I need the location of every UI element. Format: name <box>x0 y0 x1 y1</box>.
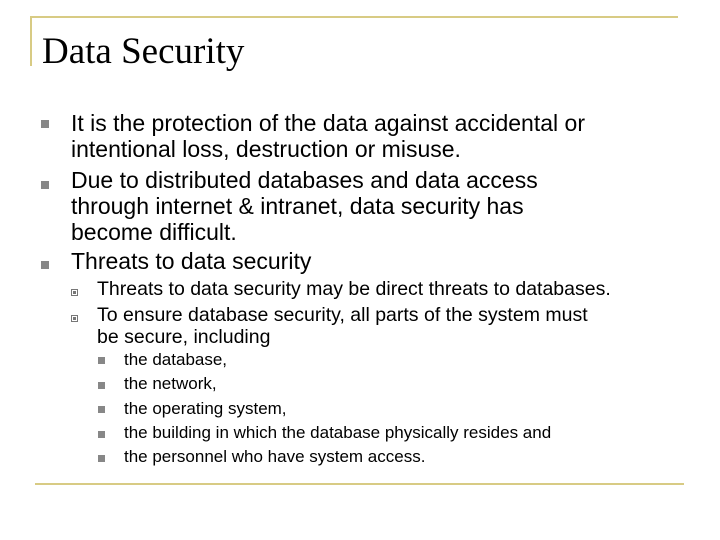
square-bullet-icon <box>41 261 49 269</box>
item-text: the building in which the database physically resides and <box>124 423 552 442</box>
square-bullet-icon <box>98 431 105 438</box>
sub-bullet-text: Threats to data security may be direct threats to databases. <box>97 278 611 300</box>
item-text: the operating system, <box>124 399 287 418</box>
bullet-text-line: intentional loss, destruction or misuse. <box>71 136 461 162</box>
item-text: the database, <box>124 350 228 369</box>
square-bullet-icon <box>98 357 105 364</box>
item-text: the personnel who have system access. <box>124 447 426 466</box>
square-bullet-icon <box>98 406 105 413</box>
sub-bullet-text: be secure, including <box>97 326 271 348</box>
sub-bullet-text: To ensure database security, all parts of the system must <box>97 304 588 326</box>
bullet-text-line: through internet & intranet, data security has <box>71 193 524 219</box>
item-text: the network, <box>124 374 217 393</box>
bullet-text-line: become difficult. <box>71 219 237 245</box>
frame-bottom-line <box>35 483 684 485</box>
bullet-text-line: It is the protection of the data against accidental or <box>71 110 585 136</box>
slide-title: Data Security <box>42 31 245 72</box>
square-bullet-icon <box>98 455 105 462</box>
frame-left-line <box>30 16 32 66</box>
frame-top-line <box>30 16 678 18</box>
bullet-text-line: Due to distributed databases and data access <box>71 167 538 193</box>
square-bullet-icon <box>41 181 49 189</box>
square-bullet-icon <box>41 120 49 128</box>
hollow-square-bullet-icon <box>71 289 78 296</box>
hollow-square-bullet-icon <box>71 315 78 322</box>
bullet-text-line: Threats to data security <box>71 248 312 274</box>
square-bullet-icon <box>98 382 105 389</box>
